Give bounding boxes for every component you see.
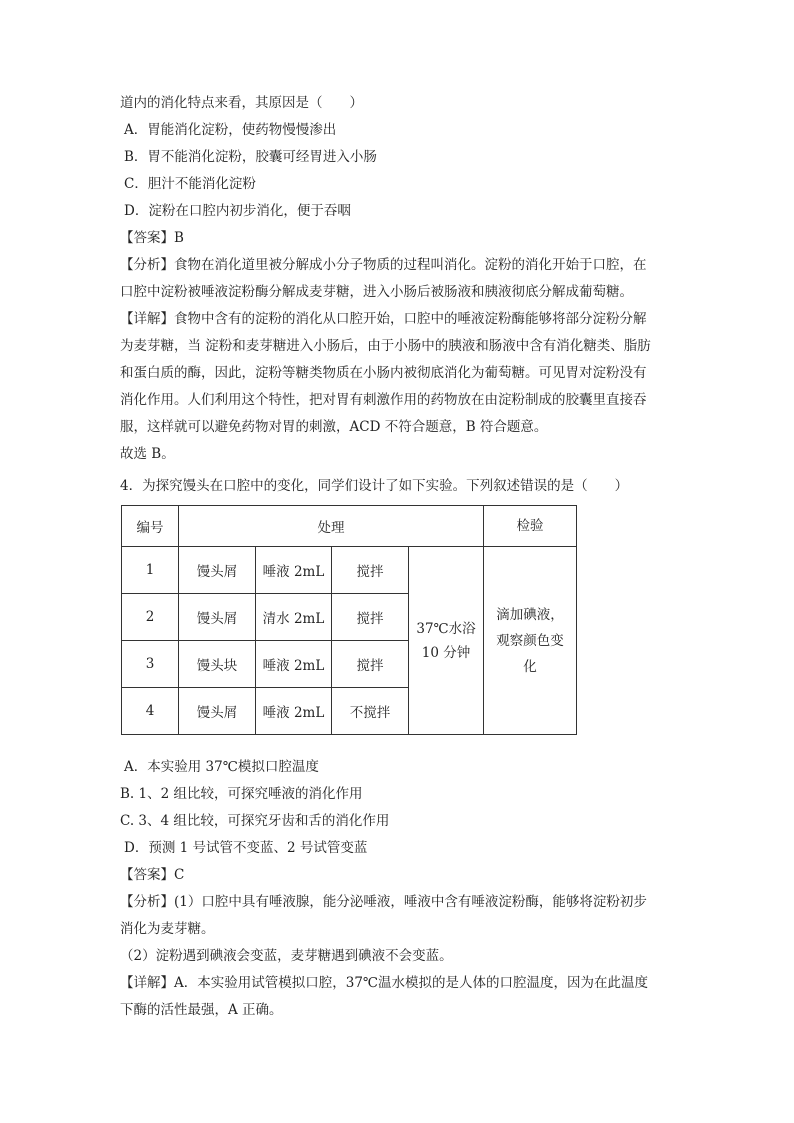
option-b: B．胃不能消化淀粉，胶囊可经胃进入小肠 bbox=[124, 149, 377, 165]
analysis-line: 消化为麦芽糖。 bbox=[120, 921, 215, 937]
answer-line: 【答案】C bbox=[120, 867, 185, 883]
explanation-line: 下酶的活性最强，A 正确。 bbox=[120, 1002, 283, 1018]
option-c: C. 3、4 组比较，可探究牙齿和舌的消化作用 bbox=[120, 813, 390, 829]
question4-stem bbox=[120, 473, 680, 500]
question4-options-and-answer bbox=[120, 754, 680, 1024]
analysis-line: 口腔中淀粉被唾液淀粉酶分解成麦芽糖，进入小肠后被肠液和胰液彻底分解成葡萄糖。 bbox=[120, 284, 633, 300]
table-header-row bbox=[122, 506, 577, 547]
row-material: 馒头屑 bbox=[179, 547, 256, 594]
check-line: 观察颜色变 bbox=[496, 632, 564, 649]
experiment-table bbox=[121, 505, 577, 735]
row-stir: 搅拌 bbox=[332, 547, 409, 594]
row-liquid: 唾液 2mL bbox=[256, 547, 332, 594]
check-line: 滴加碘液， bbox=[496, 606, 564, 623]
table-row bbox=[122, 547, 577, 594]
answer-line: 【答案】B bbox=[120, 230, 184, 246]
question3-continuation bbox=[120, 90, 680, 468]
check-cell bbox=[484, 547, 577, 735]
option-c: C．胆汁不能消化淀粉 bbox=[124, 176, 256, 192]
analysis-line: 【分析】食物在消化道里被分解成小分子物质的过程叫消化。淀粉的消化开始于口腔，在 bbox=[120, 257, 647, 273]
question4-text: 4．为探究馒头在口腔中的变化，同学们设计了如下实验。下列叙述错误的是（ ） bbox=[120, 478, 629, 494]
analysis-line: （2）淀粉遇到碘液会变蓝，麦芽糖遇到碘液不会变蓝。 bbox=[120, 948, 453, 964]
option-d: D．淀粉在口腔内初步消化，便于吞咽 bbox=[124, 203, 351, 219]
row-stir: 搅拌 bbox=[332, 641, 409, 688]
row-stir: 不搅拌 bbox=[332, 688, 409, 735]
explanation-line: 【详解】食物中含有的淀粉的消化从口腔开始，口腔中的唾液淀粉酶能够将部分淀粉分解 bbox=[120, 311, 647, 327]
explanation-line: 【详解】A．本实验用试管模拟口腔，37℃温水模拟的是人体的口腔温度，因为在此温度 bbox=[120, 975, 649, 991]
explanation-line: 为麦芽糖，当 淀粉和麦芽糖进入小肠后，由于小肠中的胰液和肠液中含有消化糖类、脂肪 bbox=[120, 338, 651, 354]
row-stir: 搅拌 bbox=[332, 594, 409, 641]
explanation-line: 和蛋白质的酶，因此，淀粉等糖类物质在小肠内被彻底消化为葡萄糖。可见胃对淀粉没有 bbox=[120, 365, 647, 381]
header-check: 检验 bbox=[484, 506, 577, 547]
option-a: A．本实验用 37℃模拟口腔温度 bbox=[124, 759, 319, 775]
analysis-line: 【分析】(1）口腔中具有唾液腺，能分泌唾液，唾液中含有唾液淀粉酶，能够将淀粉初步 bbox=[120, 894, 647, 910]
option-a: A．胃能消化淀粉，使药物慢慢渗出 bbox=[124, 122, 337, 138]
explanation-line: 服，这样就可以避免药物对胃的刺激，ACD 不符合题意，B 符合题意。 bbox=[120, 419, 548, 435]
header-treatment: 处理 bbox=[179, 506, 484, 547]
check-line: 化 bbox=[523, 658, 537, 675]
row-number: 2 bbox=[122, 594, 179, 641]
row-liquid: 唾液 2mL bbox=[256, 688, 332, 735]
row-material: 馒头屑 bbox=[179, 594, 256, 641]
conclusion-line: 故选 B。 bbox=[120, 446, 175, 462]
explanation-line: 消化作用。人们利用这个特性，把对胃有刺激作用的药物放在由淀粉制成的胶囊里直接吞 bbox=[120, 392, 647, 408]
header-number: 编号 bbox=[122, 506, 179, 547]
condition-temp: 37℃水浴 bbox=[416, 620, 476, 637]
option-d: D．预测 1 号试管不变蓝、2 号试管变蓝 bbox=[124, 840, 368, 856]
row-material: 馒头块 bbox=[179, 641, 256, 688]
row-liquid: 清水 2mL bbox=[256, 594, 332, 641]
row-liquid: 唾液 2mL bbox=[256, 641, 332, 688]
row-number: 4 bbox=[122, 688, 179, 735]
condition-cell bbox=[409, 547, 484, 735]
condition-time: 10 分钟 bbox=[421, 644, 471, 661]
row-number: 3 bbox=[122, 641, 179, 688]
question-stem-line: 道内的消化特点来看，其原因是（ ） bbox=[120, 95, 363, 111]
row-number: 1 bbox=[122, 547, 179, 594]
option-b: B. 1、2 组比较，可探究唾液的消化作用 bbox=[120, 786, 363, 802]
row-material: 馒头屑 bbox=[179, 688, 256, 735]
